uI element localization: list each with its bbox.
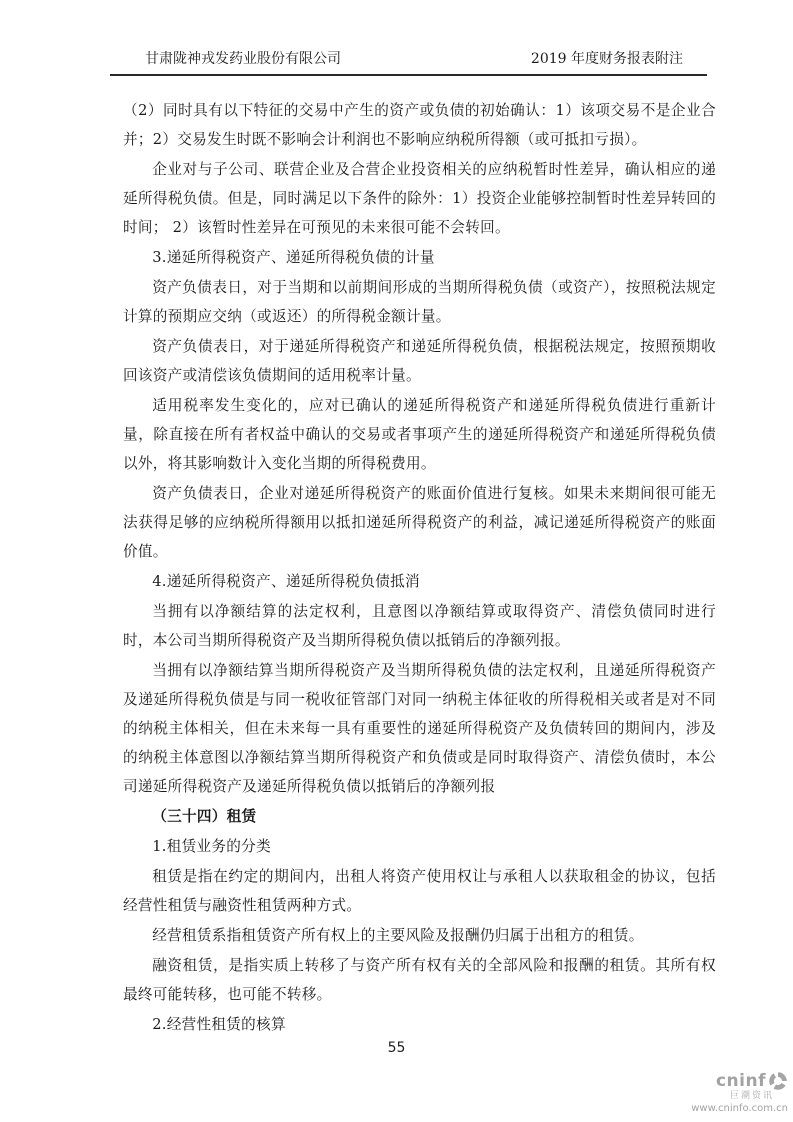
section-subheading: 3.递延所得税资产、递延所得税负债的计量 [152, 249, 435, 266]
section-heading: （三十四）租赁 [152, 808, 257, 825]
section-subheading: 4.递延所得税资产、递延所得税负债抵消 [152, 573, 420, 590]
paragraph: 资产负债表日，对于当期和以前期间形成的当期所得税负债（或资产），按照税法规定计算的预期应交纳（或返还）的所得税金额计量。 [123, 279, 716, 325]
paragraph: 当拥有以净额结算当期所得税资产及当期所得税负债的法定权利，且递延所得税资产及递延所得税负债是与同一税收征管部门对同一纳税主体征收的所得税相关或者是对不同的纳税主体相关，但在未来每一具有重要性的递延所得税资产及负债转回的期间内，涉及的纳税主体意图以净额结算当期所得税资产和负债或是同时取得资产、清偿负债时，本公司递延所得税资产及递延所得税负债以抵销后的净额列报 [123, 662, 716, 795]
cninfo-swirl-icon [768, 1071, 788, 1091]
paragraph: （2）同时具有以下特征的交易中产生的资产或负债的初始确认：1）该项交易不是企业合并；2）交易发生时既不影响会计利润也不影响应纳税所得额（或可抵扣亏损）。 [123, 102, 716, 148]
section-subheading: 1.租赁业务的分类 [152, 838, 271, 855]
page-header [110, 50, 707, 76]
header-company-name: 甘肃陇神戎发药业股份有限公司 [145, 51, 341, 67]
paragraph: 资产负债表日，对于递延所得税资产和递延所得税负债，根据税法规定，按照预期收回该资产或清偿该负债期间的适用税率计量。 [123, 338, 716, 384]
header-report-title: 2019 年度财务报表附注 [530, 51, 683, 67]
paragraph: 经营租赁系指租赁资产所有权上的主要风险及报酬仍归属于出租方的租赁。 [152, 927, 644, 944]
cninfo-chinese-name: 巨潮资讯 [729, 1091, 774, 1102]
cninfo-brand-text: cninf [715, 1070, 766, 1091]
cninfo-url: www.cninfo.com.cn [691, 1103, 788, 1114]
cninfo-logo [658, 1071, 788, 1114]
paragraph: 适用税率发生变化的，应对已确认的递延所得税资产和递延所得税负债进行重新计量，除直接在所有者权益中确认的交易或者事项产生的递延所得税资产和递延所得税负债以外，将其影响数计入变化当期的所得税费用。 [123, 397, 716, 472]
paragraph: 资产负债表日，企业对递延所得税资产的账面价值进行复核。如果未来期间很可能无法获得足够的应纳税所得额用以抵扣递延所得税资产的利益，减记递延所得税资产的账面价值。 [123, 485, 716, 560]
page-number: 55 [387, 1040, 406, 1056]
paragraph: 租赁是指在约定的期间内，出租人将资产使用权让与承租人以获取租金的协议，包括经营性租赁与融资性租赁两种方式。 [123, 868, 716, 914]
paragraph: 融资租赁，是指实质上转移了与资产所有权有关的全部风险和报酬的租赁。其所有权最终可能转移，也可能不转移。 [123, 957, 716, 1003]
paragraph: 企业对与子公司、联营企业及合营企业投资相关的应纳税暂时性差异，确认相应的递延所得税负债。但是，同时满足以下条件的除外：1）投资企业能够控制暂时性差异转回的时间； 2）该暂时性差异在可预见的未来很可能不会转回。 [123, 161, 716, 236]
paragraph: 当拥有以净额结算的法定权利，且意图以净额结算或取得资产、清偿负债同时进行时，本公司当期所得税资产及当期所得税负债以抵销后的净额列报。 [123, 603, 716, 649]
document-body [123, 96, 716, 1040]
section-subheading: 2.经营性租赁的核算 [152, 1016, 286, 1033]
